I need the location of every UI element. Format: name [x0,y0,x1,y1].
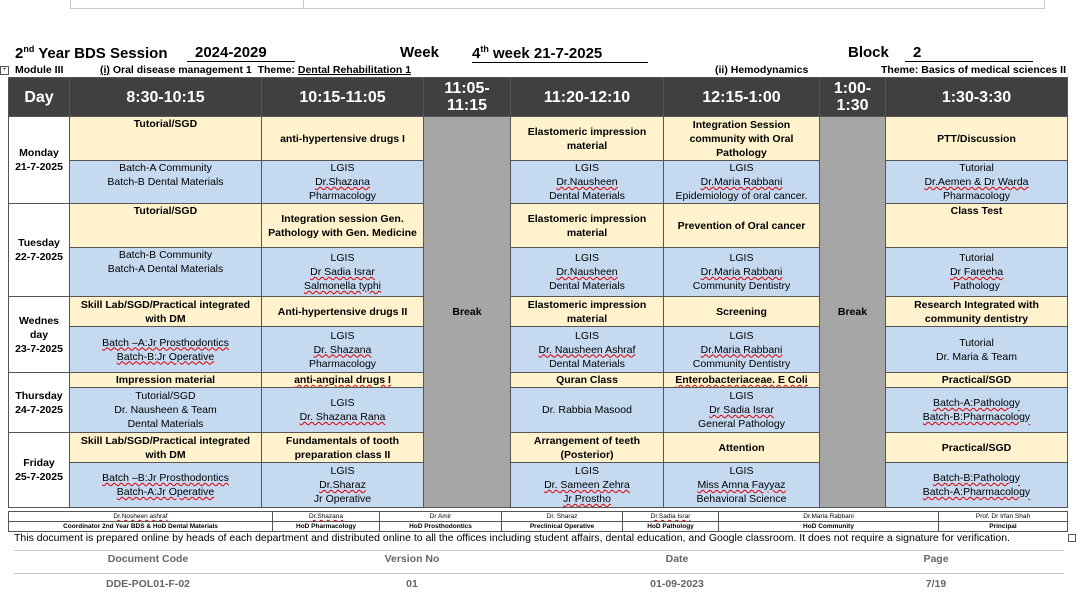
table-row [9,117,1068,161]
sig-role-6: HoD Community [719,522,939,532]
wed-slot5-detail: Tutorial Dr. Maria & Team [886,327,1068,373]
tue-slot5-title: Class Test [886,204,1068,248]
sig-name-6: Dr.Maria Rabbani [719,512,939,522]
wed-slot2-detail: LGIS Dr. Shazana Pharmacology [262,327,424,373]
top-frame [70,0,1045,9]
week-value: 4th week 21-7-2025 [472,44,648,63]
fri-slot2-detail: LGIS Dr.Sharaz Jr Operative [262,463,424,508]
sig-role-7: Principal [939,522,1068,532]
thu-slot1-title: Impression material [70,373,262,388]
sig-name-7: Prof. Dr Irfan Shah [939,512,1068,522]
corner-handle[interactable] [1068,534,1076,542]
table-row [9,248,1068,297]
thu-slot2-title: anti-anginal drugs I [262,373,424,388]
tue-slot5-detail: Tutorial Dr Fareeha Pathology [886,248,1068,297]
tue-slot1-title: Tutorial/SGD [70,204,262,248]
tue-slot4-detail: LGIS Dr.Maria Rabbani Community Dentistry [664,248,820,297]
tue-slot1-detail: Batch-B Community Batch-A Dental Materials [70,248,262,297]
tue-slot4-title: Prevention of Oral cancer [664,204,820,248]
mon-slot4-title: Integration Session community with Oral Pathology [664,117,820,161]
table-anchor-icon[interactable]: + [0,66,9,75]
mon-slot5-title: PTT/Discussion [886,117,1068,161]
header-row [9,78,1068,117]
mon-slot1-title: Tutorial/SGD [70,117,262,161]
table-row [9,373,1068,388]
table-row [9,327,1068,373]
col-130: 1:30-3:30 [886,78,1068,117]
footer-label-date: Date [665,553,689,565]
table-row [9,204,1068,248]
thu-slot4-detail: LGIS Dr Sadia Israr General Pathology [664,388,820,433]
block-label: Block [848,44,889,61]
footer-divider [14,550,1064,551]
day-thursday: Thursday 24-7-2025 [9,373,70,433]
table-row [9,297,1068,327]
sig-name-1: Dr.Nosheen ashraf [9,512,273,522]
table-row [9,463,1068,508]
tue-slot2-detail: LGIS Dr Sadia Israr Salmonella typhi [262,248,424,297]
thu-slot5-detail: Batch-A:Pathology Batch-B:Pharmacology [886,388,1068,433]
thu-slot3-title: Quran Class [511,373,664,388]
thu-slot1-detail: Tutorial/SGD Dr. Nausheen & Team Dental Materials [70,388,262,433]
table-row [9,433,1068,463]
col-1120: 11:20-12:10 [511,78,664,117]
break-1: Break [424,117,511,508]
col-day: Day [9,78,70,117]
mon-slot2-detail: LGIS Dr.Shazana Pharmacology [262,161,424,204]
schedule-table [8,77,1068,508]
table-row [9,161,1068,204]
sig-role-4: Preclinical Operative [502,522,623,532]
fri-slot1-title: Skill Lab/SGD/Practical integrated with DM [70,433,262,463]
sig-name-3: Dr Amir [380,512,502,522]
sig-name-4: Dr. Sharaz [502,512,623,522]
footer-value-date: 01-09-2023 [650,578,704,590]
mon-slot1-detail: Batch-A Community Batch-B Dental Materials [70,161,262,204]
mon-slot3-title: Elastomeric impression material [511,117,664,161]
sig-role-2: HoD Pharmacology [273,522,380,532]
col-1215: 12:15-1:00 [664,78,820,117]
thu-slot5-title: Practical/SGD [886,373,1068,388]
sig-role-3: HoD Prosthodontics [380,522,502,532]
sig-name-5: Dr.Sadia Israr [623,512,719,522]
signature-roles-row [9,522,1068,532]
mon-slot4-detail: LGIS Dr.Maria Rabbani Epidemiology of oral cancer. [664,161,820,204]
thu-slot3-detail: Dr. Rabbia Masood [511,388,664,433]
tue-slot3-title: Elastomeric impression material [511,204,664,248]
sig-name-2: Dr.Shazana [273,512,380,522]
signature-names-row [9,512,1068,522]
tue-slot2-title: Integration session Gen. Pathology with Gen. Medicine [262,204,424,248]
day-tuesday: Tuesday 22-7-2025 [9,204,70,297]
fri-slot1-detail: Batch –B:Jr Prosthodontics Batch-A:Jr Operative [70,463,262,508]
thu-slot4-title: Enterobacteriaceae. E Coli [664,373,820,388]
mon-slot5-detail: Tutorial Dr.Aemen & Dr Warda Pharmacology [886,161,1068,204]
footer-label-page: Page [923,553,949,565]
fri-slot3-detail: LGIS Dr. Sameen Zehra Jr Prostho [511,463,664,508]
block-value: 2 [905,44,1033,62]
module-right-theme: Theme: Basics of medical sciences II [881,64,1067,76]
sig-role-5: HoD Pathology [623,522,719,532]
fri-slot4-detail: LGIS Miss Amna Fayyaz Behavioral Science [664,463,820,508]
module-right: (ii) Hemodynamics [715,64,809,76]
sig-role-1: Coordinator 2nd Year BDS & HoD Dental Materials [9,522,273,532]
day-monday: Monday 21-7-2025 [9,117,70,204]
footer-divider [14,573,1064,574]
thu-slot2-detail: LGIS Dr. Shazana Rana [262,388,424,433]
verification-note: This document is prepared online by heads of each department and distributed online to all the offices including student affairs, dental education, and Google classroom. It does not require a signature for verification. [14,532,1010,544]
wed-slot1-detail: Batch –A:Jr Prosthodontics Batch-B:Jr Operative [70,327,262,373]
day-wednesday: Wednes day 23-7-2025 [9,297,70,373]
session-title: 2nd Year BDS Session [15,44,168,62]
col-1105: 11:05-11:15 [424,78,511,117]
col-100: 1:00-1:30 [820,78,886,117]
footer-label-version: Version No [384,553,440,565]
wed-slot4-title: Screening [664,297,820,327]
table-row [9,388,1068,433]
wed-slot4-detail: LGIS Dr.Maria Rabbani Community Dentistry [664,327,820,373]
col-1015: 10:15-11:05 [262,78,424,117]
fri-slot2-title: Fundamentals of tooth preparation class II [262,433,424,463]
col-830: 8:30-10:15 [70,78,262,117]
mon-slot3-detail: LGIS Dr.Nausheen Dental Materials [511,161,664,204]
signature-table [8,511,1068,532]
module-left: (i) Oral disease management 1 Theme: Dental Rehabilitation 1 [100,64,412,76]
wed-slot3-title: Elastomeric impression material [511,297,664,327]
tue-slot3-detail: LGIS Dr.Nausheen Dental Materials [511,248,664,297]
fri-slot3-title: Arrangement of teeth (Posterior) [511,433,664,463]
fri-slot5-title: Practical/SGD [886,433,1068,463]
week-label: Week [400,44,439,61]
fri-slot5-detail: Batch-B:Pathology Batch-A:Pharmacology [886,463,1068,508]
break-2: Break [820,117,886,508]
fri-slot4-title: Attention [664,433,820,463]
footer-value-page: 7/19 [925,578,947,590]
wed-slot1-title: Skill Lab/SGD/Practical integrated with DM [70,297,262,327]
module-label: Module III [15,64,64,76]
footer-value-version: 01 [406,578,418,590]
footer-value-code: DDE-POL01-F-02 [105,578,190,590]
wed-slot2-title: Anti-hypertensive drugs II [262,297,424,327]
day-friday: Friday 25-7-2025 [9,433,70,508]
wed-slot5-title: Research Integrated with community dentistry [886,297,1068,327]
mon-slot2-title: anti-hypertensive drugs I [262,117,424,161]
wed-slot3-detail: LGIS Dr. Nausheen Ashraf Dental Materials [511,327,664,373]
footer-label-code: Document Code [107,553,189,565]
